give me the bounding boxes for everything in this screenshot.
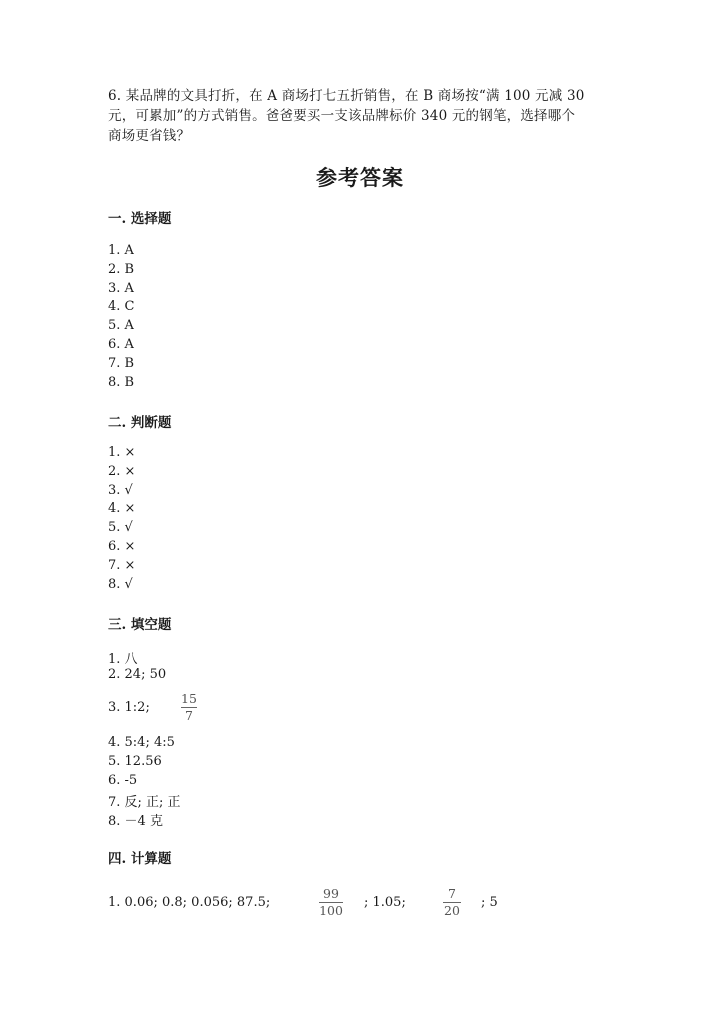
list-item: 4. C — [108, 299, 135, 315]
calc-fraction-1 — [319, 887, 343, 918]
fraction-denominator: 100 — [319, 903, 343, 918]
choice-answer-list — [108, 242, 134, 392]
fill-item-1: 1. 八 — [108, 652, 138, 667]
answer-title: 参考答案 — [316, 165, 404, 190]
list-item: 5. √ — [108, 520, 133, 536]
question-6 — [108, 86, 608, 146]
section-title-fill: 三. 填空题 — [108, 617, 172, 633]
section-title-choice: 一. 选择题 — [108, 211, 172, 227]
list-item: 7. × — [108, 557, 136, 573]
calc-fraction-2 — [443, 887, 461, 918]
fraction-denominator: 7 — [185, 708, 193, 723]
calc-item-1-prefix: 1. 0.06; 0.8; 0.056; 87.5; — [108, 895, 271, 910]
fill-item-3-prefix: 3. 1:2; — [108, 700, 150, 715]
question-line-3: 商场更省钱？ — [108, 128, 191, 144]
fraction-numerator: 15 — [181, 691, 197, 706]
fill-item-4: 4. 5:4; 4:5 — [108, 735, 175, 750]
list-item: 6. A — [108, 336, 134, 352]
list-item: 7. B — [108, 355, 135, 371]
calc-item-1-suffix: ; 5 — [481, 895, 498, 910]
fraction-numerator: 99 — [323, 886, 339, 901]
section-title-calc: 四. 计算题 — [108, 851, 172, 867]
fraction-denominator: 20 — [444, 903, 460, 918]
list-item: 8. √ — [108, 576, 133, 592]
list-item: 5. A — [108, 318, 134, 334]
list-item: 1. A — [108, 243, 134, 258]
fill-item-5: 5. 12.56 — [108, 754, 162, 769]
list-item: 3. √ — [108, 482, 133, 498]
list-item: 4. × — [108, 501, 136, 517]
fill-item-3-fraction — [181, 692, 197, 723]
fill-item-8: 8. －4 克 — [108, 814, 163, 829]
question-line-2: 元，可累加”的方式销售。爸爸要买一支该品牌标价 340 元的钢笔，选择哪个 — [108, 108, 576, 124]
list-item: 2. × — [108, 463, 136, 479]
calc-item-1-middle: ; 1.05; — [364, 895, 406, 910]
list-item: 3. A — [108, 280, 134, 296]
section-title-judge: 二. 判断题 — [108, 415, 172, 431]
fill-item-2: 2. 24; 50 — [108, 667, 167, 682]
list-item: 6. × — [108, 538, 136, 554]
judge-answer-list — [108, 444, 135, 594]
list-item: 1. × — [108, 445, 136, 460]
list-item: 2. B — [108, 261, 135, 277]
question-line-1: 6. 某品牌的文具打折，在 A 商场打七五折销售，在 B 商场按“满 100 元减 30 — [108, 88, 585, 104]
list-item: 8. B — [108, 374, 135, 390]
fraction-numerator: 7 — [448, 886, 456, 901]
fill-item-7: 7. 反; 正; 正 — [108, 795, 181, 810]
fill-item-6: 6. -5 — [108, 773, 138, 788]
